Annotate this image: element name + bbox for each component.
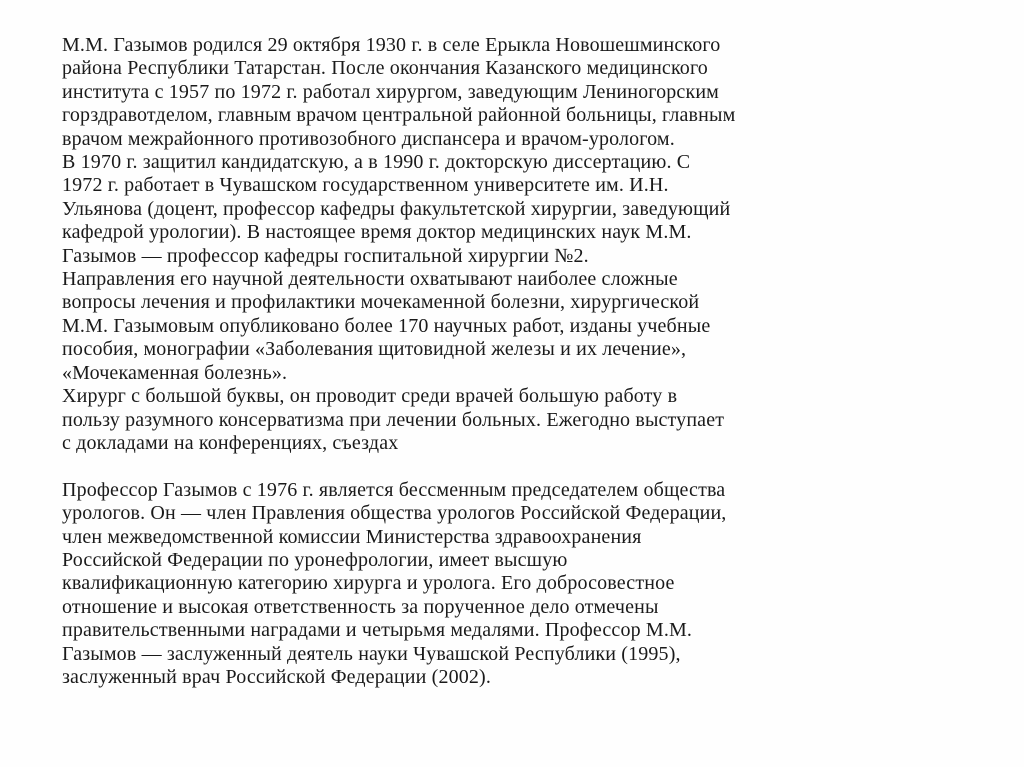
paragraph-gap [62, 455, 1022, 478]
paragraph-research [62, 268, 1022, 385]
text-line: района Республики Татарстан. После окончания Казанского медицинского [62, 57, 708, 80]
text-line: врачом межрайонного противозобного диспансера и врачом-урологом. [62, 127, 675, 150]
text-line: пользу разумного консерватизма при лечении больных. Ежегодно выступает [62, 408, 725, 431]
text-line: Российской Федерации по уронефрологии, имеет высшую [62, 548, 568, 571]
biography-text [62, 34, 1022, 689]
text-line: Профессор Газымов с 1976 г. является бессменным председателем общества [62, 478, 726, 501]
text-line: с докладами на конференциях, съездах [62, 431, 399, 454]
text-line: «Мочекаменная болезнь». [62, 361, 288, 384]
text-line: М.М. Газымов родился 29 октября 1930 г. в селе Ерыкла Новошешминского [62, 34, 721, 56]
text-line: В 1970 г. защитил кандидатскую, а в 1990 г. докторскую диссертацию. С [62, 151, 691, 174]
text-line: Ульянова (доцент, профессор кафедры факультетской хирургии, заведующий [62, 197, 731, 220]
text-line: Хирург с большой буквы, он проводит среди врачей большую работу в [62, 385, 678, 408]
text-line: 1972 г. работает в Чувашском государственном университете им. И.Н. [62, 174, 669, 197]
text-line: вопросы лечения и профилактики мочекаменной болезни, хирургической [62, 291, 700, 314]
paragraph-dissertations [62, 151, 1022, 268]
text-line: квалификационную категорию хирурга и уролога. Его добросовестное [62, 572, 675, 595]
text-line: Направления его научной деятельности охватывают наиболее сложные [62, 268, 678, 291]
text-line: М.М. Газымовым опубликовано более 170 научных работ, изданы учебные [62, 314, 711, 337]
text-line: заслуженный врач Российской Федерации (2002). [62, 665, 492, 688]
text-line: горздравотделом, главным врачом центральной районной больницы, главным [62, 104, 736, 127]
text-line: пособия, монографии «Заболевания щитовидной железы и их лечение», [62, 338, 687, 361]
text-line: член межведомственной комиссии Министерства здравоохранения [62, 525, 642, 548]
paragraph-surgeon [62, 385, 1022, 455]
text-line: института с 1957 по 1972 г. работал хирургом, заведующим Лениногорским [62, 80, 719, 103]
paragraph-birth-career [62, 34, 1022, 151]
text-line: отношение и высокая ответственность за порученное дело отмечены [62, 595, 659, 618]
text-line: урологов. Он — член Правления общества урологов Российской Федерации, [62, 502, 727, 525]
text-line: правительственными наградами и четырьмя медалями. Профессор М.М. [62, 619, 693, 642]
text-line: Газымов — заслуженный деятель науки Чувашской Республики (1995), [62, 642, 681, 665]
text-line: Газымов — профессор кафедры госпитальной хирургии №2. [62, 244, 589, 267]
text-line: кафедрой урологии). В настоящее время доктор медицинских наук М.М. [62, 221, 692, 244]
paragraph-society [62, 479, 1022, 690]
